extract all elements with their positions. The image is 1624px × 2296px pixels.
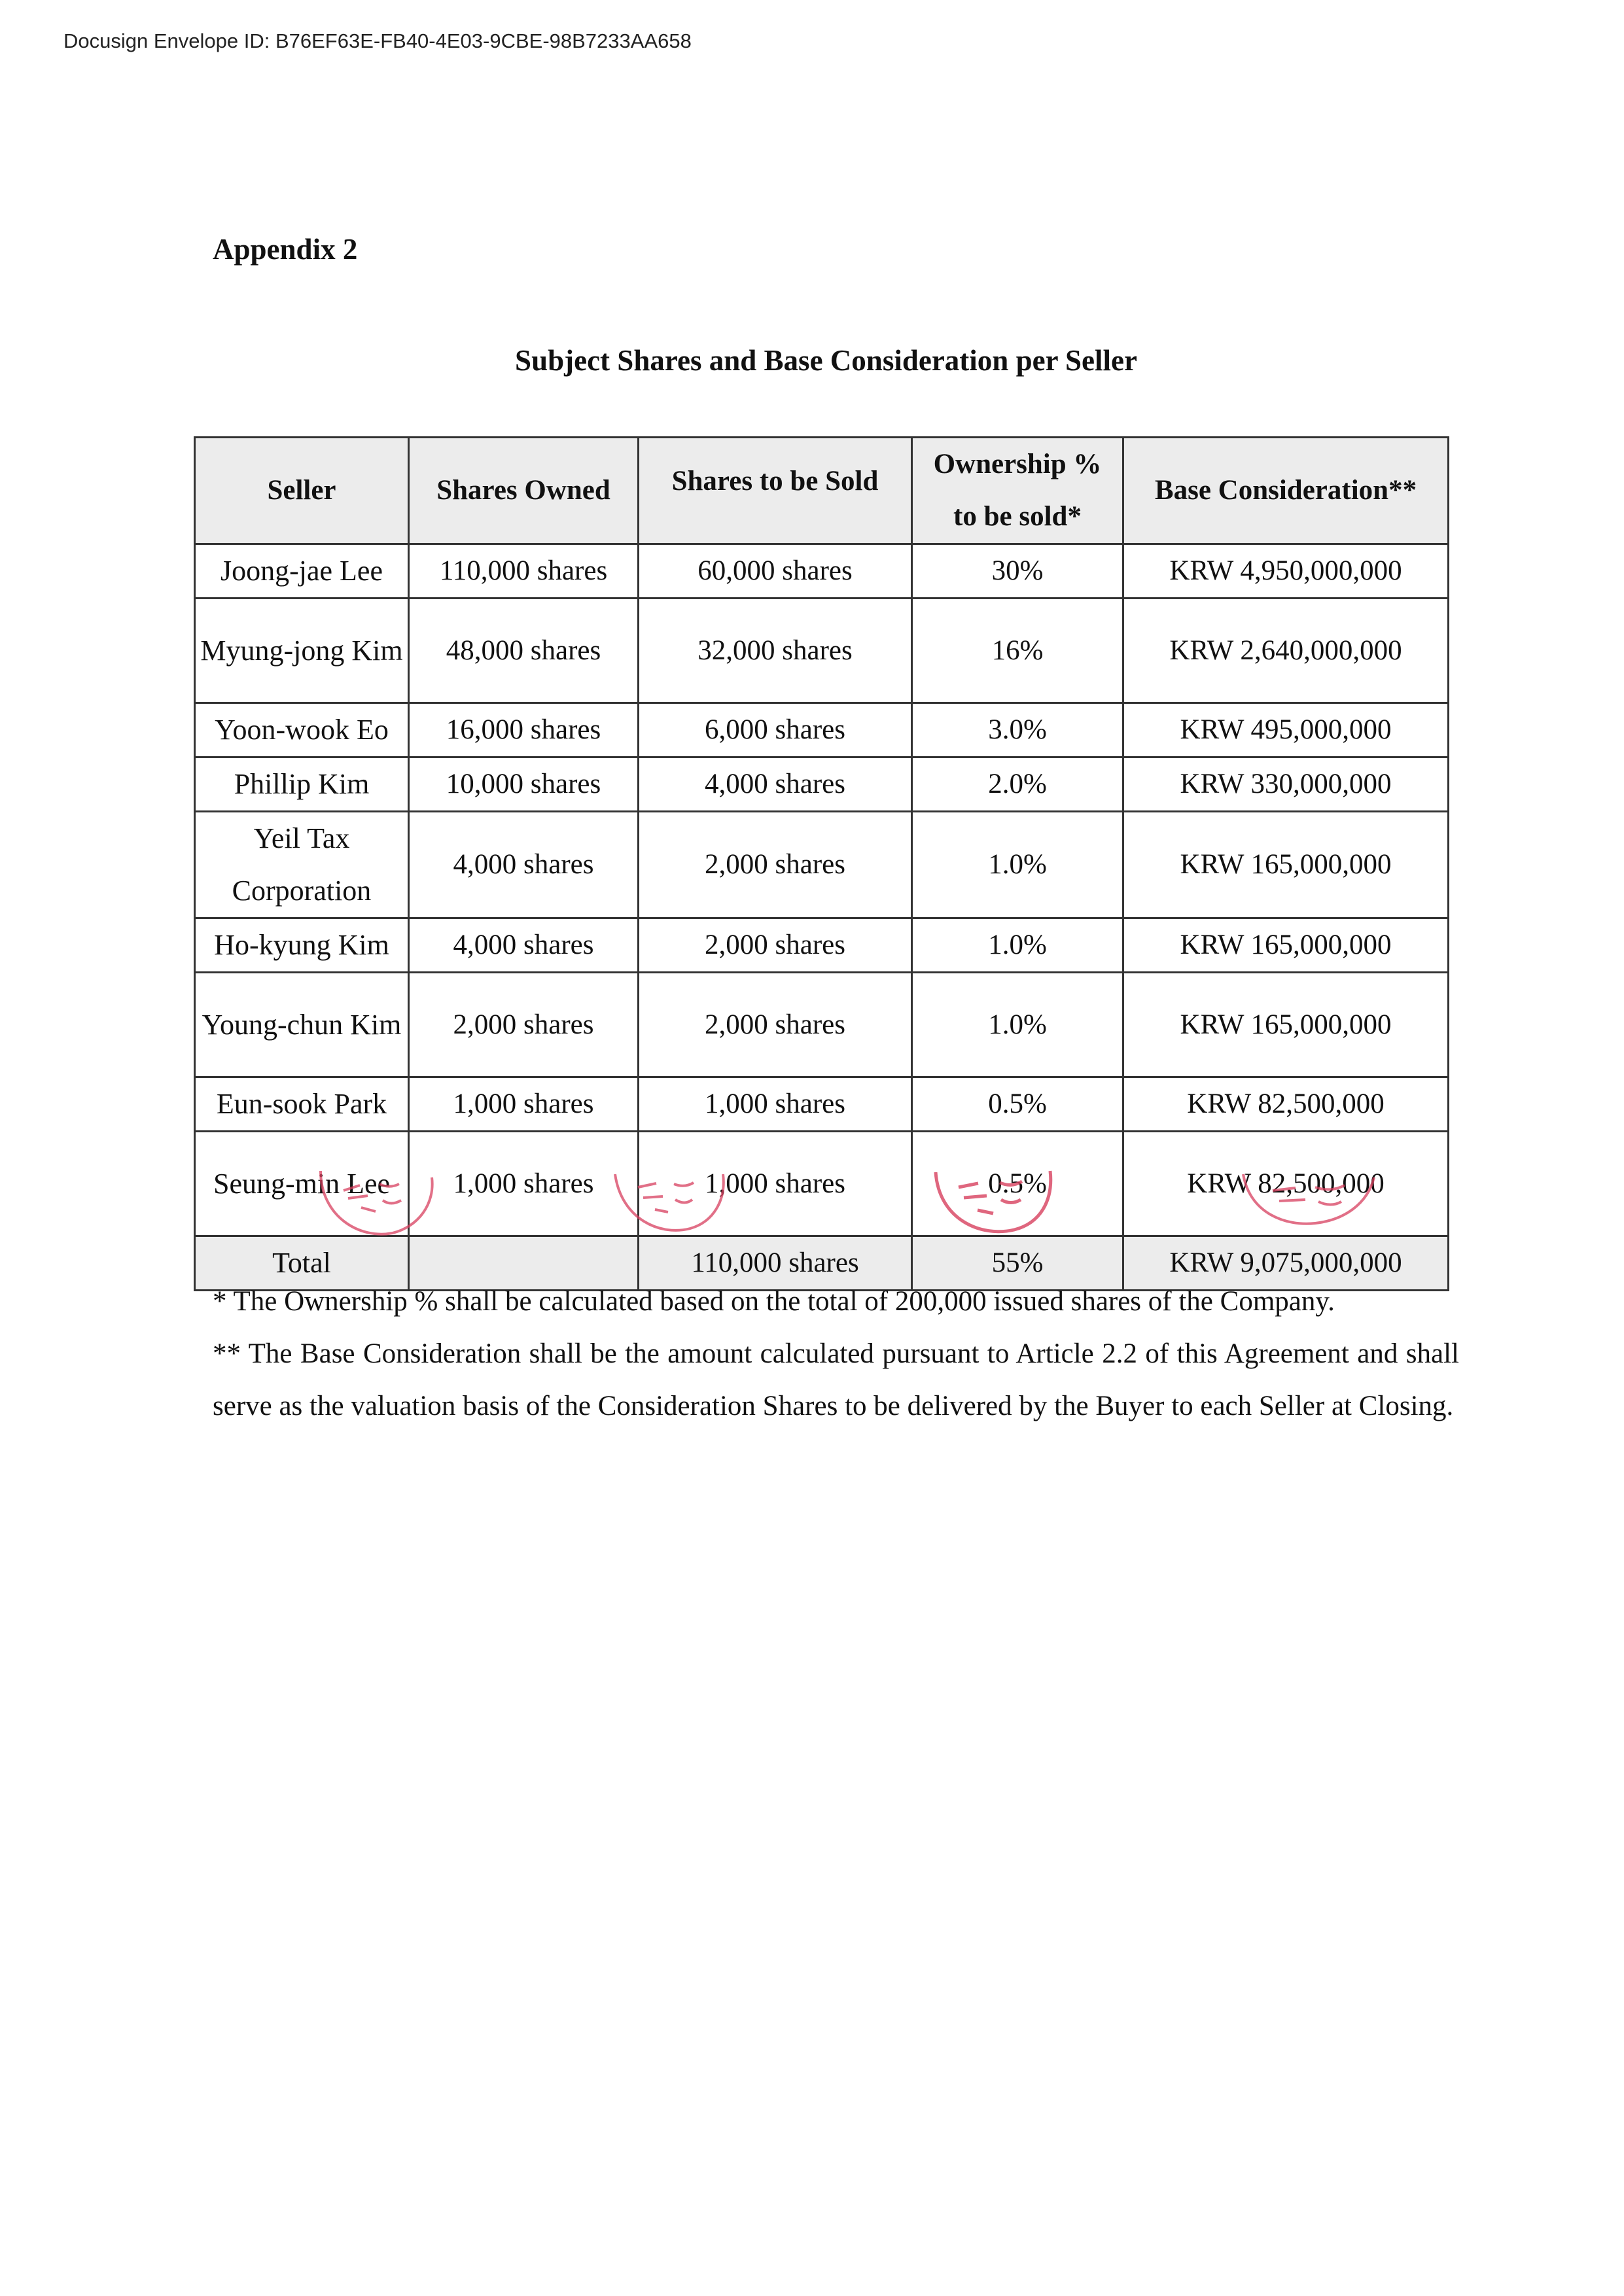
header-ownership: [912, 438, 1123, 544]
footnote-base-consideration: ** The Base Consideration shall be the amount calculated pursuant to Article 2.2 of this Agreement and shall serve as the valuation basis of the Consideration Shares to be delivered by the Buyer to each Seller at Closing.: [213, 1338, 1459, 1421]
consideration-cell: KRW 165,000,000: [1123, 918, 1449, 973]
consideration-cell: KRW 2,640,000,000: [1123, 599, 1449, 703]
header-shares-to-be-sold: [639, 438, 912, 544]
ownership-cell: 0.5%: [912, 1132, 1123, 1236]
table-row: [195, 757, 1449, 812]
seller-cell: Seung-min Lee: [195, 1132, 409, 1236]
consideration-cell: KRW 82,500,000: [1123, 1077, 1449, 1132]
shares-sold-cell: 60,000 shares: [639, 544, 912, 599]
ownership-cell: 30%: [912, 544, 1123, 599]
shares-sold-cell: 4,000 shares: [639, 757, 912, 812]
ownership-cell: 16%: [912, 599, 1123, 703]
header-shares-owned: Shares Owned: [409, 438, 639, 544]
total-ownership-cell: 55%: [912, 1236, 1123, 1291]
shares-sold-cell: 1,000 shares: [639, 1132, 912, 1236]
header-ownership-line1: Ownership %: [933, 449, 1102, 479]
shares-sold-cell: 2,000 shares: [639, 812, 912, 918]
docusign-envelope-id: Docusign Envelope ID: B76EF63E-FB40-4E03-9CBE-98B7233AA658: [63, 29, 692, 52]
shares-owned-cell: 1,000 shares: [409, 1132, 639, 1236]
shares-owned-cell: 2,000 shares: [409, 973, 639, 1077]
header-shares-sold-label: Shares to be Sold: [671, 466, 879, 496]
table-row: [195, 599, 1449, 703]
seller-cell: Phillip Kim: [195, 757, 409, 812]
consideration-cell: KRW 495,000,000: [1123, 703, 1449, 757]
consideration-cell: KRW 4,950,000,000: [1123, 544, 1449, 599]
table-row: [195, 703, 1449, 757]
shares-sold-cell: 1,000 shares: [639, 1077, 912, 1132]
header-base-consideration: Base Consideration**: [1123, 438, 1449, 544]
footnote-ownership: * The Ownership % shall be calculated based on the total of 200,000 issued shares of the Company.: [213, 1286, 1335, 1317]
total-consideration-cell: KRW 9,075,000,000: [1123, 1236, 1449, 1291]
seller-cell: Yeil Tax Corporation: [195, 812, 409, 918]
ownership-cell: 1.0%: [912, 918, 1123, 973]
seller-cell: Yoon-wook Eo: [195, 703, 409, 757]
total-label-cell: Total: [195, 1236, 409, 1291]
shares-owned-cell: 16,000 shares: [409, 703, 639, 757]
appendix-heading: Appendix 2: [213, 233, 358, 266]
consideration-cell: KRW 165,000,000: [1123, 973, 1449, 1077]
shares-owned-cell: 10,000 shares: [409, 757, 639, 812]
ownership-cell: 0.5%: [912, 1077, 1123, 1132]
shares-sold-cell: 2,000 shares: [639, 973, 912, 1077]
consideration-cell: KRW 165,000,000: [1123, 812, 1449, 918]
table-row: [195, 812, 1449, 918]
ownership-cell: 3.0%: [912, 703, 1123, 757]
shares-owned-cell: 48,000 shares: [409, 599, 639, 703]
total-shares-sold-cell: 110,000 shares: [639, 1236, 912, 1291]
shares-owned-cell: 110,000 shares: [409, 544, 639, 599]
table-row: [195, 973, 1449, 1077]
seller-cell: Joong-jae Lee: [195, 544, 409, 599]
header-ownership-line2: to be sold*: [953, 501, 1082, 532]
table-row: [195, 1077, 1449, 1132]
table-row: [195, 1132, 1449, 1236]
seller-cell: Ho-kyung Kim: [195, 918, 409, 973]
shares-owned-cell: 4,000 shares: [409, 812, 639, 918]
shares-sold-cell: 6,000 shares: [639, 703, 912, 757]
table-title: Subject Shares and Base Consideration per Seller: [515, 344, 1137, 377]
shares-owned-cell: 4,000 shares: [409, 918, 639, 973]
shares-owned-cell: 1,000 shares: [409, 1077, 639, 1132]
shares-sold-cell: 32,000 shares: [639, 599, 912, 703]
table-row: [195, 544, 1449, 599]
ownership-cell: 1.0%: [912, 973, 1123, 1077]
consideration-cell: KRW 330,000,000: [1123, 757, 1449, 812]
ownership-cell: 2.0%: [912, 757, 1123, 812]
shares-table: [194, 436, 1449, 1291]
table-row: [195, 918, 1449, 973]
seller-cell: Young-chun Kim: [195, 973, 409, 1077]
seller-cell: Myung-jong Kim: [195, 599, 409, 703]
shares-sold-cell: 2,000 shares: [639, 918, 912, 973]
ownership-cell: 1.0%: [912, 812, 1123, 918]
consideration-cell: KRW 82,500,000: [1123, 1132, 1449, 1236]
table-header-row: [195, 438, 1449, 544]
seller-cell: Eun-sook Park: [195, 1077, 409, 1132]
header-seller: Seller: [195, 438, 409, 544]
table-footnotes: [213, 1276, 1459, 1433]
